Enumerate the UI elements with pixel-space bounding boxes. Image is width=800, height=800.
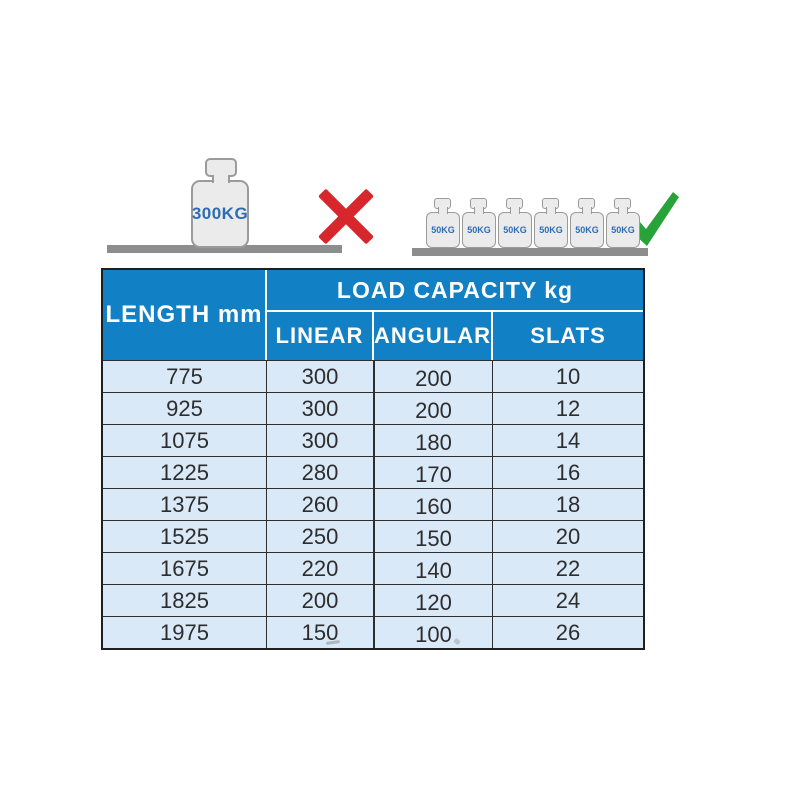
- small-weight-neck: [582, 207, 592, 214]
- small-weight: [462, 198, 496, 248]
- cell-slats: 10: [493, 360, 643, 392]
- cell-angular: 180: [374, 424, 493, 456]
- small-weight-neck: [618, 207, 628, 214]
- distributed-weights-group: [426, 198, 640, 248]
- cell-linear: 220: [267, 552, 374, 584]
- table-row: [103, 552, 643, 584]
- cell-slats: 26: [493, 616, 643, 648]
- small-weight-body: [498, 212, 532, 248]
- big-weight-label: 300KG: [191, 204, 249, 223]
- cell-slats: 18: [493, 488, 643, 520]
- spec-table: [103, 270, 643, 648]
- small-weight-body: [534, 212, 568, 248]
- right-shelf-bar: [412, 248, 648, 256]
- table-row: [103, 424, 643, 456]
- load-capacity-table: [101, 268, 645, 650]
- cell-slats: 20: [493, 520, 643, 552]
- cell-linear: 250: [267, 520, 374, 552]
- small-weight: [534, 198, 568, 248]
- cell-length: 1975: [103, 616, 267, 648]
- table-row: [103, 616, 643, 648]
- cell-length: 1825: [103, 584, 267, 616]
- small-weight: [570, 198, 604, 248]
- column-header-linear: LINEAR: [267, 312, 374, 360]
- cell-length: 1525: [103, 520, 267, 552]
- table-row: [103, 360, 643, 392]
- cell-linear: 150: [267, 616, 374, 648]
- cell-angular: 150: [374, 520, 493, 552]
- small-weight-body: [426, 212, 460, 248]
- cell-linear: 300: [267, 392, 374, 424]
- table-row: [103, 392, 643, 424]
- small-weight-label: 50KG: [467, 225, 491, 235]
- cell-slats: 22: [493, 552, 643, 584]
- big-weight: [191, 180, 249, 248]
- cell-angular: 200: [374, 392, 493, 424]
- cell-angular: 160: [374, 488, 493, 520]
- small-weight-neck: [546, 207, 556, 214]
- cell-angular: 140: [374, 552, 493, 584]
- cell-angular: 120: [374, 584, 493, 616]
- small-weight-label: 50KG: [611, 225, 635, 235]
- table-row: [103, 584, 643, 616]
- table-row: [103, 520, 643, 552]
- column-header-slats: SLATS: [493, 312, 643, 360]
- small-weight: [498, 198, 532, 248]
- cell-linear: 260: [267, 488, 374, 520]
- cell-slats: 12: [493, 392, 643, 424]
- small-weight-body: [570, 212, 604, 248]
- cell-linear: 300: [267, 360, 374, 392]
- cell-angular: 170: [374, 456, 493, 488]
- cell-length: 1675: [103, 552, 267, 584]
- small-weight-neck: [510, 207, 520, 214]
- cell-angular: 200: [374, 360, 493, 392]
- column-header-length: LENGTH mm: [103, 270, 267, 360]
- column-header-load-capacity: LOAD CAPACITY kg: [267, 270, 643, 312]
- cell-slats: 14: [493, 424, 643, 456]
- cell-linear: 280: [267, 456, 374, 488]
- small-weight-label: 50KG: [431, 225, 455, 235]
- cell-linear: 300: [267, 424, 374, 456]
- small-weight-label: 50KG: [575, 225, 599, 235]
- cell-length: 1225: [103, 456, 267, 488]
- small-weight-body: [606, 212, 640, 248]
- cell-angular: 100: [374, 616, 493, 648]
- small-weight-neck: [438, 207, 448, 214]
- big-weight-neck: [212, 175, 230, 183]
- cell-slats: 24: [493, 584, 643, 616]
- cell-linear: 200: [267, 584, 374, 616]
- cell-length: 1375: [103, 488, 267, 520]
- small-weight-body: [462, 212, 496, 248]
- cell-length: 1075: [103, 424, 267, 456]
- table-row: [103, 456, 643, 488]
- cell-length: 775: [103, 360, 267, 392]
- cell-slats: 16: [493, 456, 643, 488]
- small-weight-label: 50KG: [539, 225, 563, 235]
- x-mark-icon: [320, 191, 372, 243]
- cell-length: 925: [103, 392, 267, 424]
- small-weight: [426, 198, 460, 248]
- small-weight-label: 50KG: [503, 225, 527, 235]
- small-weight-neck: [474, 207, 484, 214]
- table-row: [103, 488, 643, 520]
- column-header-angular: ANGULAR: [374, 312, 493, 360]
